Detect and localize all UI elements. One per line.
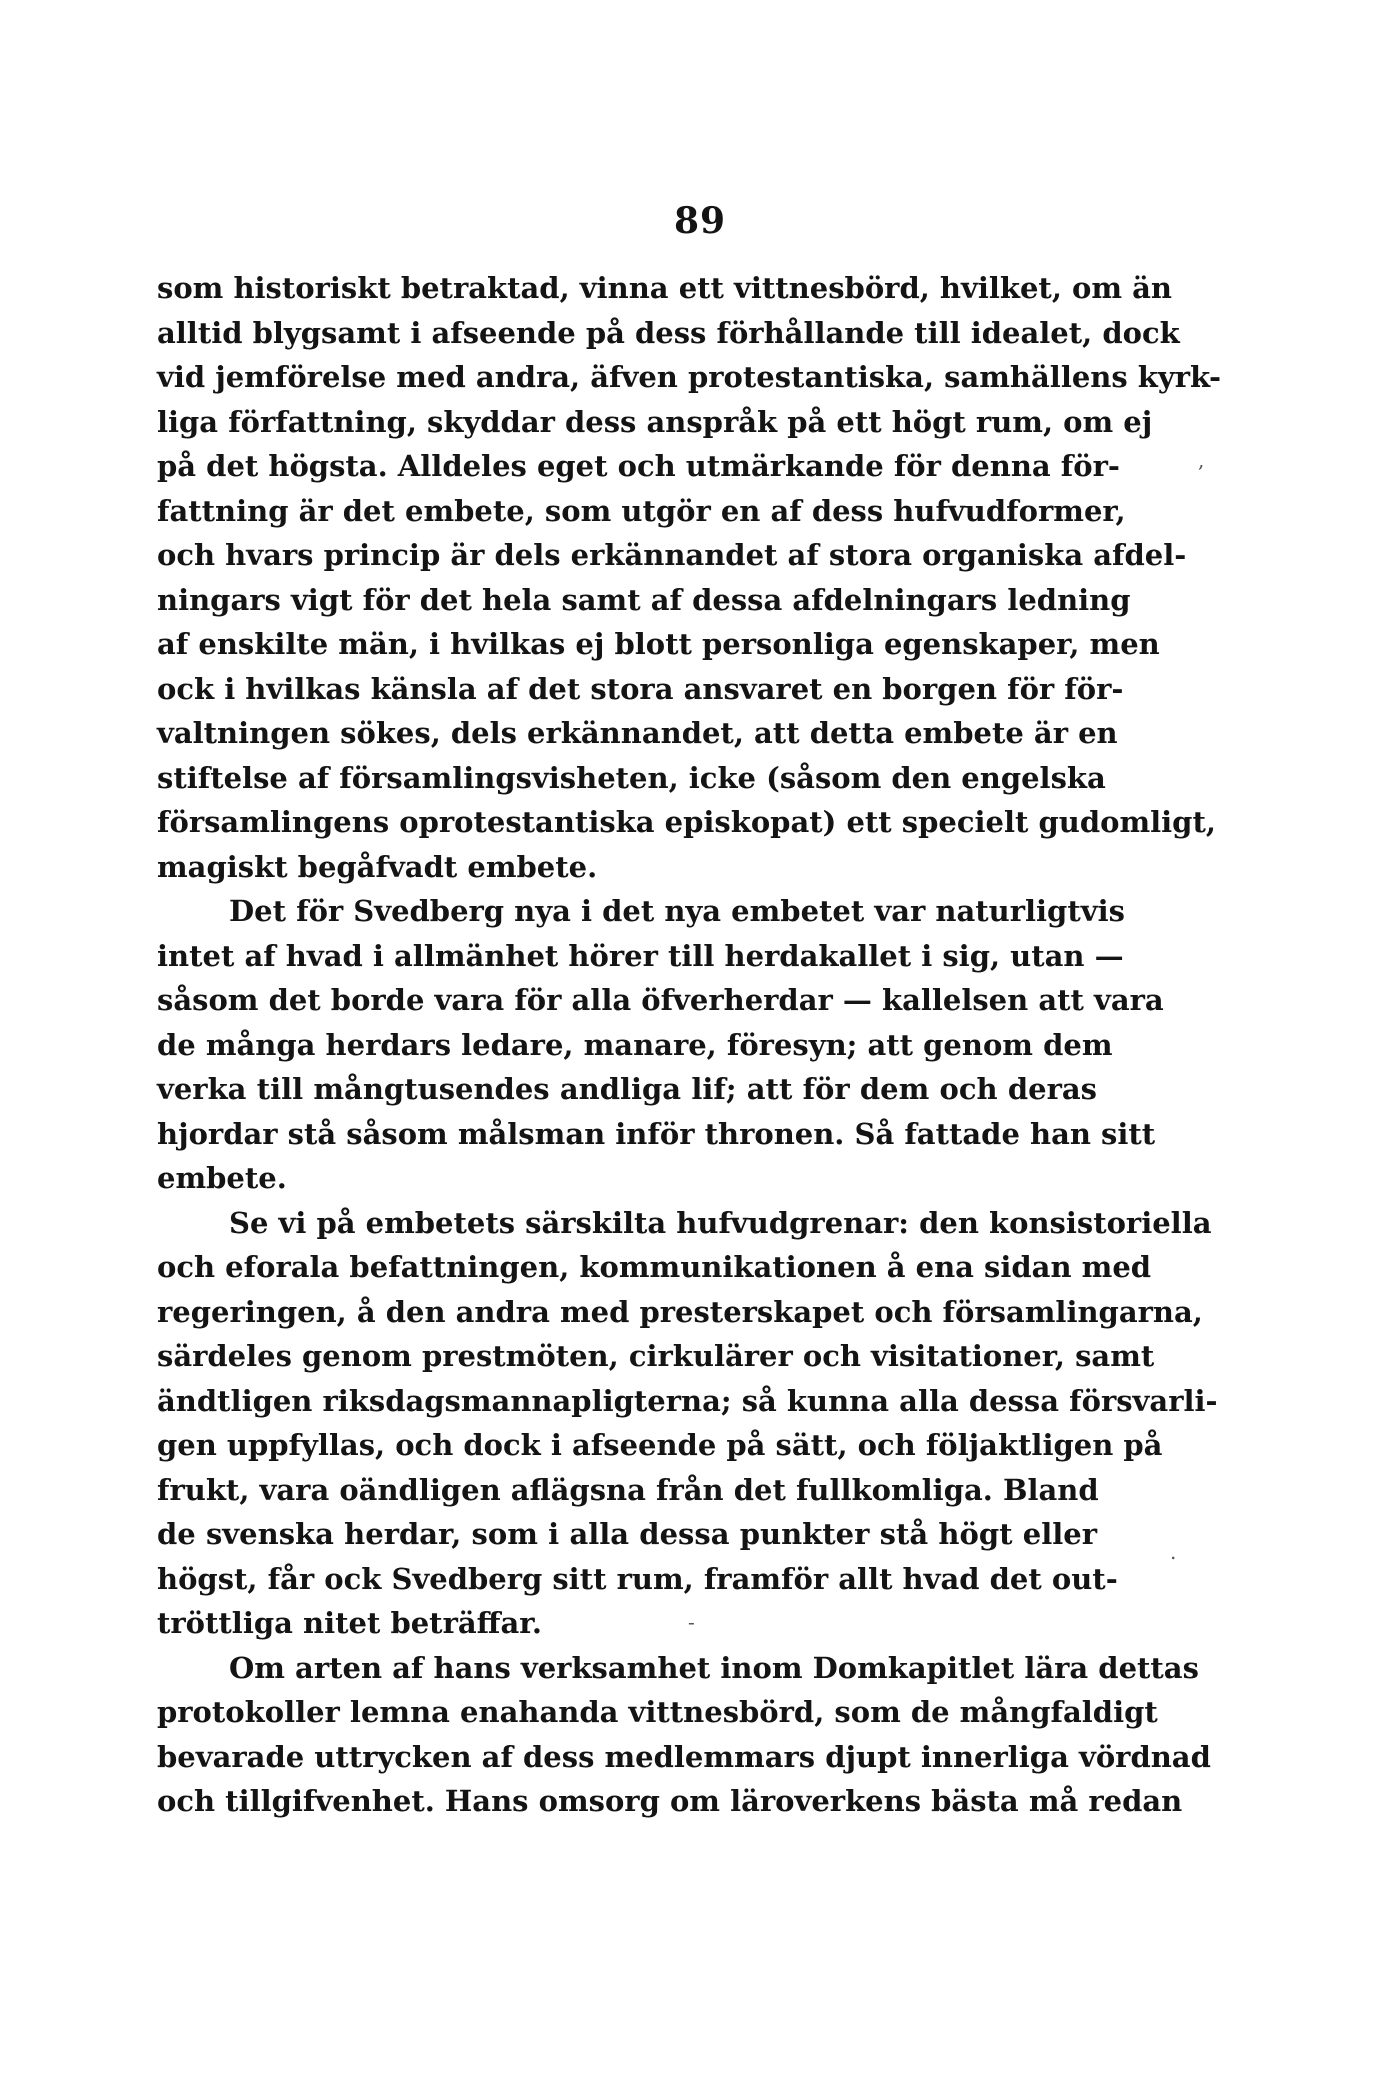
text-line: bevarade uttrycken af dess medlemmars djupt innerliga vördnad [157, 1739, 1211, 1774]
text-line: ändtligen riksdagsmannapligterna; så kunna alla dessa försvarli- [157, 1383, 1218, 1418]
margin-speck: , [1198, 448, 1205, 472]
text-line: Om arten af hans verksamhet inom Domkapitlet lära dettas [229, 1650, 1199, 1685]
text-line: på det högsta. Alldeles eget och utmärkande för denna för- [157, 449, 1120, 483]
text-line: embete. [157, 1161, 287, 1195]
text-line: hjordar stå såsom målsman inför thronen. Så fattade han sitt [157, 1116, 1156, 1151]
text-line: och tillgifvenhet. Hans omsorg om läroverkens bästa må redan [157, 1784, 1183, 1818]
body-text [157, 266, 1221, 1824]
margin-speck: . [1170, 1540, 1177, 1564]
text-line: regeringen, å den andra med presterskapet och församlingarna, [157, 1294, 1203, 1329]
text-line: vid jemförelse med andra, äfven protestantiska, samhällens kyrk- [157, 360, 1221, 394]
text-line: protokoller lemna enahanda vittnesbörd, som de mångfaldigt [157, 1695, 1158, 1729]
text-line: ock i hvilkas känsla af det stora ansvaret en borgen för för- [157, 671, 1124, 706]
margin-speck: - [688, 1610, 695, 1634]
text-line: och eforala befattningen, kommunikationen å ena sidan med [157, 1250, 1152, 1284]
text-line: och hvars princip är dels erkännandet af stora organiska afdel- [157, 538, 1187, 572]
text-line: Se vi på embetets särskilta hufvudgrenar: den konsistoriella [229, 1205, 1212, 1240]
text-line: valtningen sökes, dels erkännandet, att detta embete är en [157, 716, 1118, 750]
text-line: frukt, vara oändligen aflägsna från det fullkomliga. Bland [157, 1472, 1099, 1507]
text-line: verka till mångtusendes andliga lif; att för dem och deras [157, 1072, 1097, 1106]
page-number: 89 [673, 200, 727, 242]
text-line: alltid blygsamt i afseende på dess förhållande till idealet, dock [157, 315, 1180, 350]
text-line: gen uppfyllas, och dock i afseende på sätt, och följaktligen på [157, 1428, 1163, 1462]
text-line: stiftelse af församlingsvisheten, icke (såsom den engelska [157, 760, 1106, 795]
text-line: särdeles genom prestmöten, cirkulärer och visitationer, samt [157, 1339, 1155, 1373]
text-line: liga författning, skyddar dess anspråk på ett högt rum, om ej [157, 404, 1153, 439]
text-line: magiskt begåfvadt embete. [157, 849, 598, 884]
text-line: ningars vigt för det hela samt af dessa afdelningars ledning [157, 582, 1131, 617]
text-line: Det för Svedberg nya i det nya embetet var naturligtvis [229, 894, 1125, 928]
text-line: tröttliga nitet beträffar. [157, 1606, 542, 1640]
text-line: intet af hvad i allmänhet hörer till herdakallet i sig, utan — [157, 938, 1124, 973]
text-line: som historiskt betraktad, vinna ett vittnesbörd, hvilket, om än [157, 271, 1173, 305]
text-line: såsom det borde vara för alla öfverherdar — kallelsen att vara [157, 983, 1164, 1017]
text-line: de svenska herdar, som i alla dessa punkter stå högt eller [157, 1517, 1097, 1551]
text-line: af enskilte män, i hvilkas ej blott personliga egenskaper, men [157, 627, 1160, 661]
text-line: församlingens oprotestantiska episkopat) ett specielt gudomligt, [157, 805, 1216, 839]
text-line: högst, får ock Svedberg sitt rum, framför allt hvad det out- [157, 1561, 1118, 1596]
text-line: de många herdars ledare, manare, föresyn; att genom dem [157, 1027, 1113, 1062]
text-line: fattning är det embete, som utgör en af dess hufvudformer, [157, 493, 1126, 528]
